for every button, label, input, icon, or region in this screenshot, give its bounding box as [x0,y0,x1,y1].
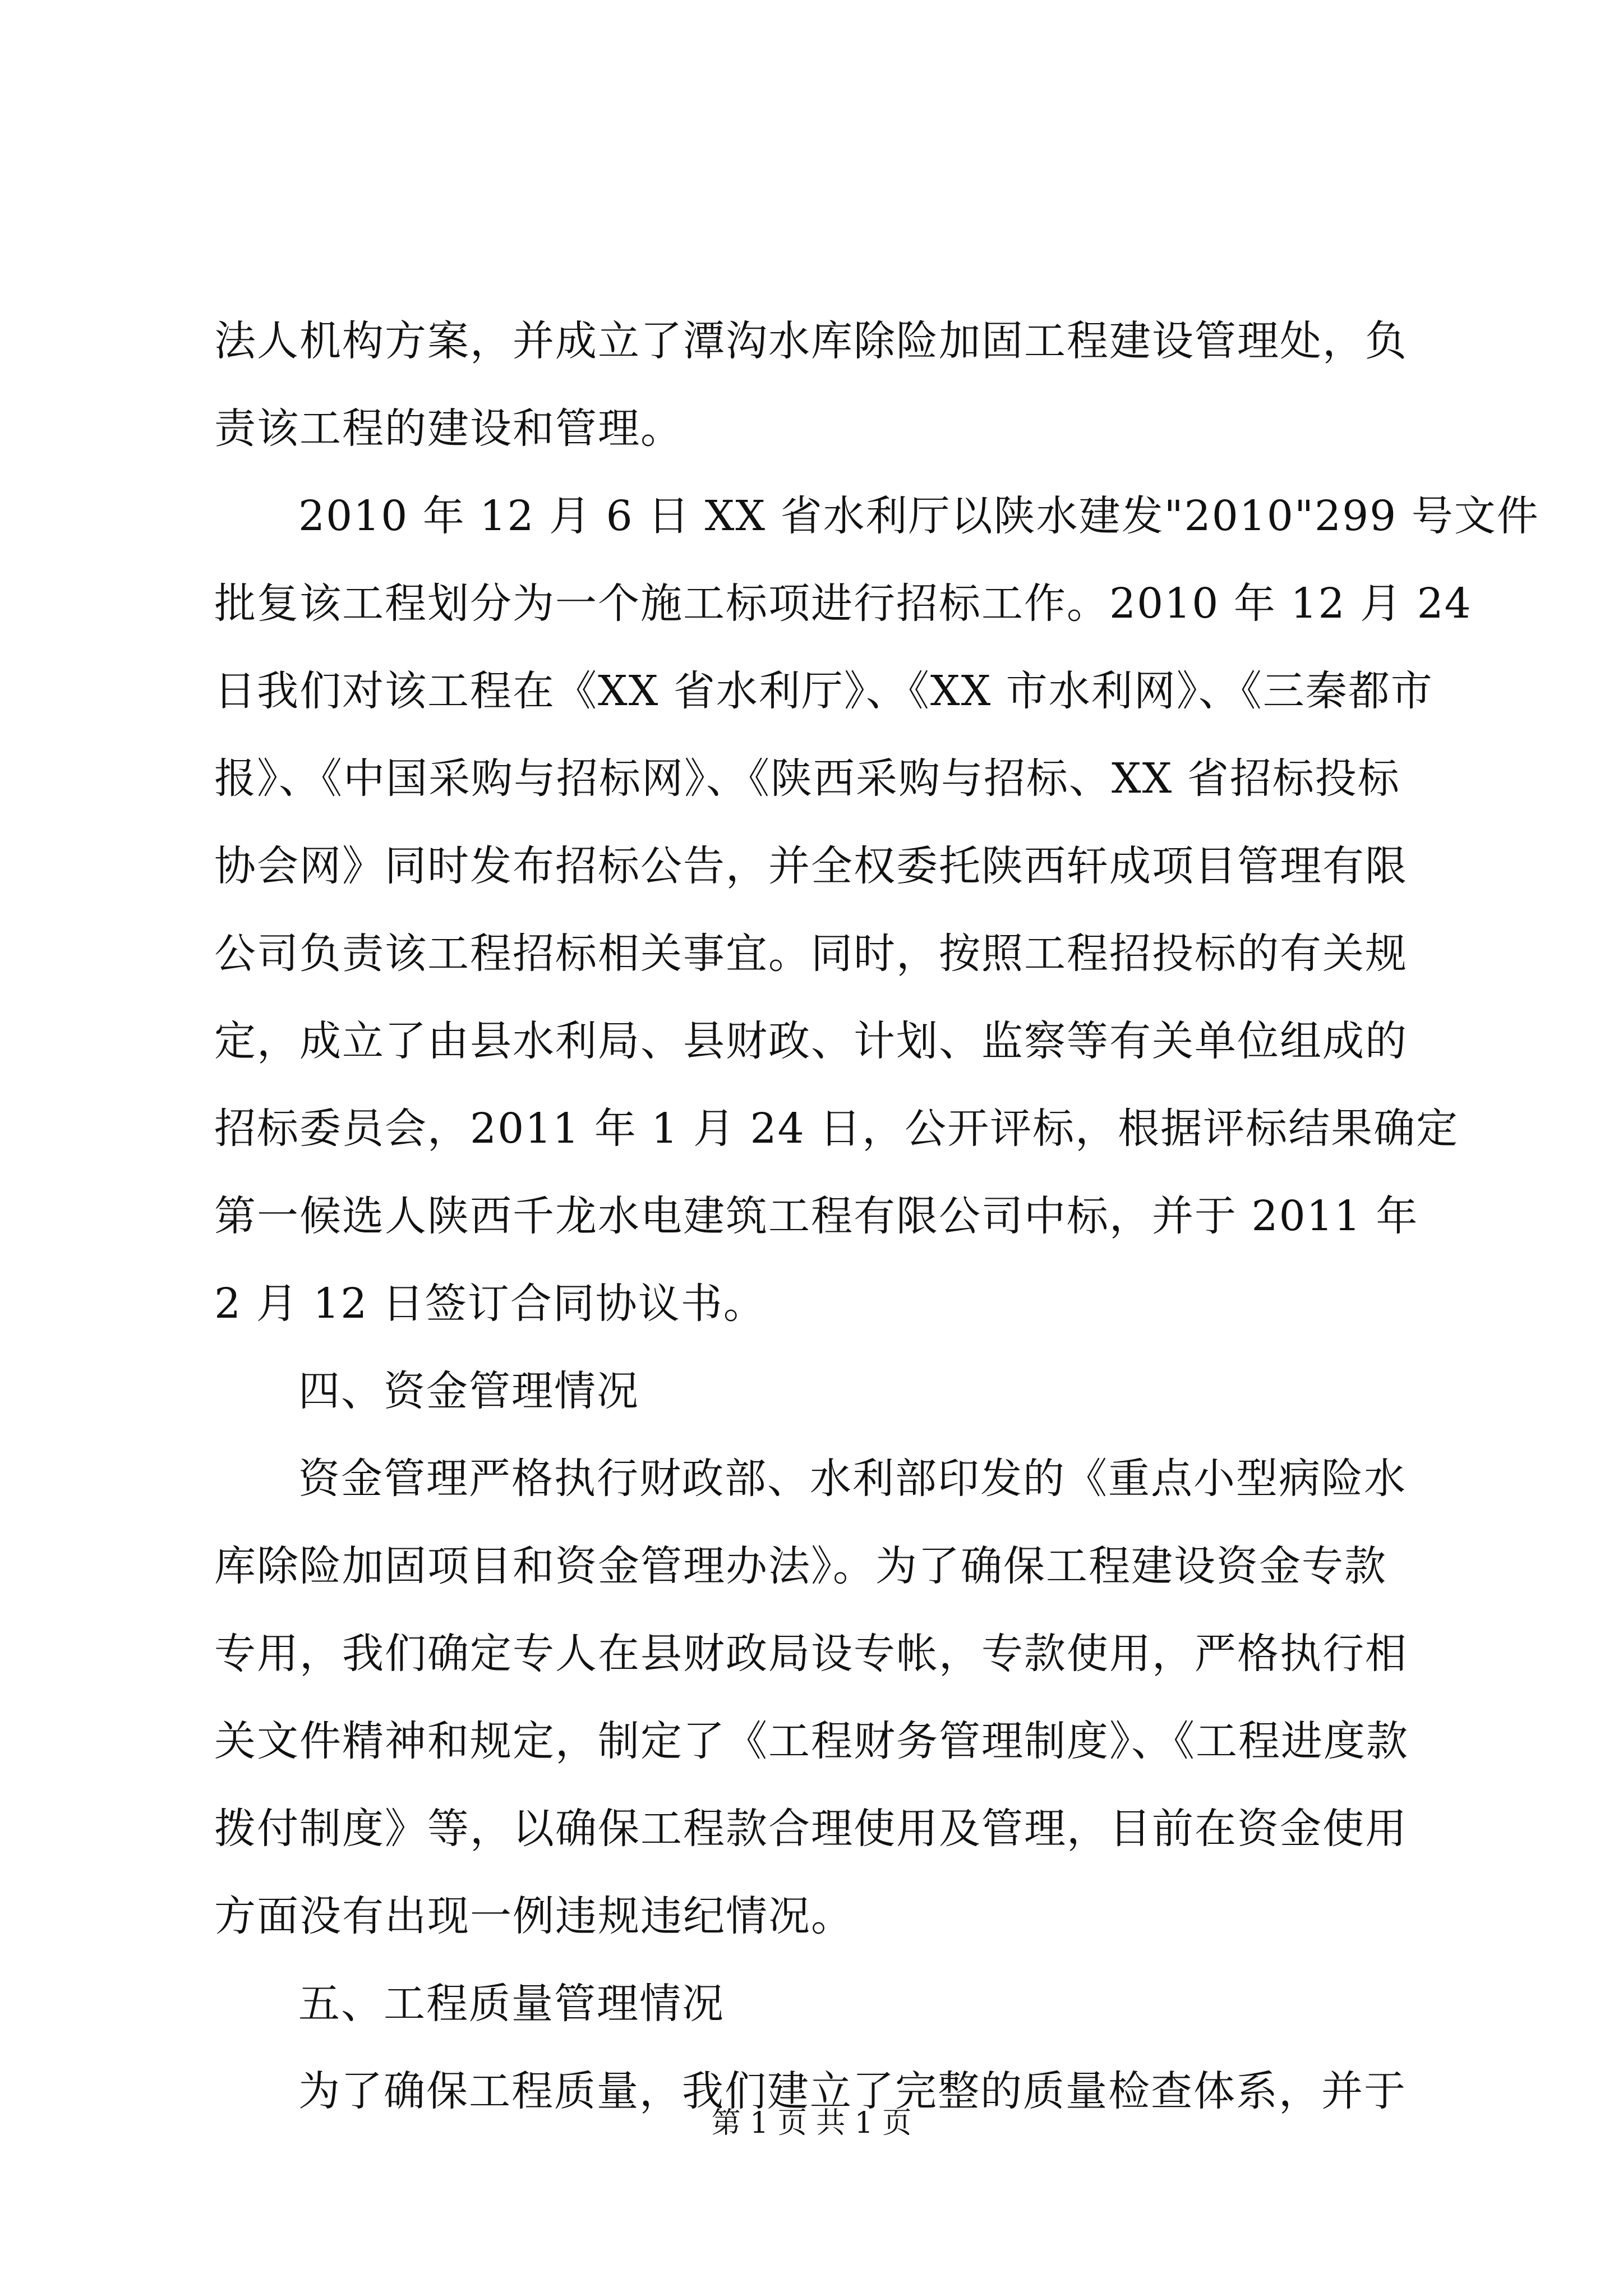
text-line: 2010 年 12 月 6 日 XX 省水利厅以陕水建发"2010"299 号文件 [298,492,1539,540]
text-line: 关文件精神和规定，制定了《工程财务管理制度》、《工程进度款 [214,1717,1409,1765]
text-line: 招标委员会，2011 年 1 月 24 日，公开评标，根据评标结果确定 [214,1105,1459,1153]
text-line: 法人机构方案，并成立了潭沟水库除险加固工程建设管理处，负 [214,317,1408,365]
text-line: 批复该工程划分为一个施工标项进行招标工作。2010 年 12 月 24 [214,579,1472,628]
text-line: 库除险加固项目和资金管理办法》。为了确保工程建设资金专款 [214,1542,1387,1590]
text-line: 资金管理严格执行财政部、水利部印发的《重点小型病险水 [298,1455,1407,1503]
text-line: 协会网》同时发布招标公告，并全权委托陕西轩成项目管理有限 [214,842,1408,890]
page-footer: 第 1 页 共 1 页 [711,2106,912,2140]
text-line: 责该工程的建设和管理。 [214,404,683,453]
text-line: 日我们对该工程在《XX 省水利厅》、《XX 市水利网》、《三秦都市 [214,667,1433,715]
text-line: 定，成立了由县水利局、县财政、计划、监察等有关单位组成的 [214,1017,1408,1065]
text-line: 拨付制度》等，以确保工程款合理使用及管理，目前在资金使用 [214,1805,1408,1853]
document-body [214,297,1539,2135]
section-heading: 四、资金管理情况 [298,1367,639,1415]
text-line: 2 月 12 日签订合同协议书。 [214,1280,766,1328]
text-line: 报》、《中国采购与招标网》、《陕西采购与招标、XX 省招标投标 [214,754,1400,803]
text-line: 方面没有出现一例违规违纪情况。 [214,1892,854,1940]
text-line: 为了确保工程质量，我们建立了完整的质量检查体系，并于 [298,2067,1407,2115]
text-line: 专用，我们确定专人在县财政局设专帐，专款使用，严格执行相 [214,1630,1408,1678]
text-line: 公司负责该工程招标相关事宜。同时，按照工程招投标的有关规 [214,930,1408,978]
section-heading: 五、工程质量管理情况 [298,1980,725,2028]
text-line: 第一候选人陕西千龙水电建筑工程有限公司中标，并于 2011 年 [214,1192,1419,1240]
